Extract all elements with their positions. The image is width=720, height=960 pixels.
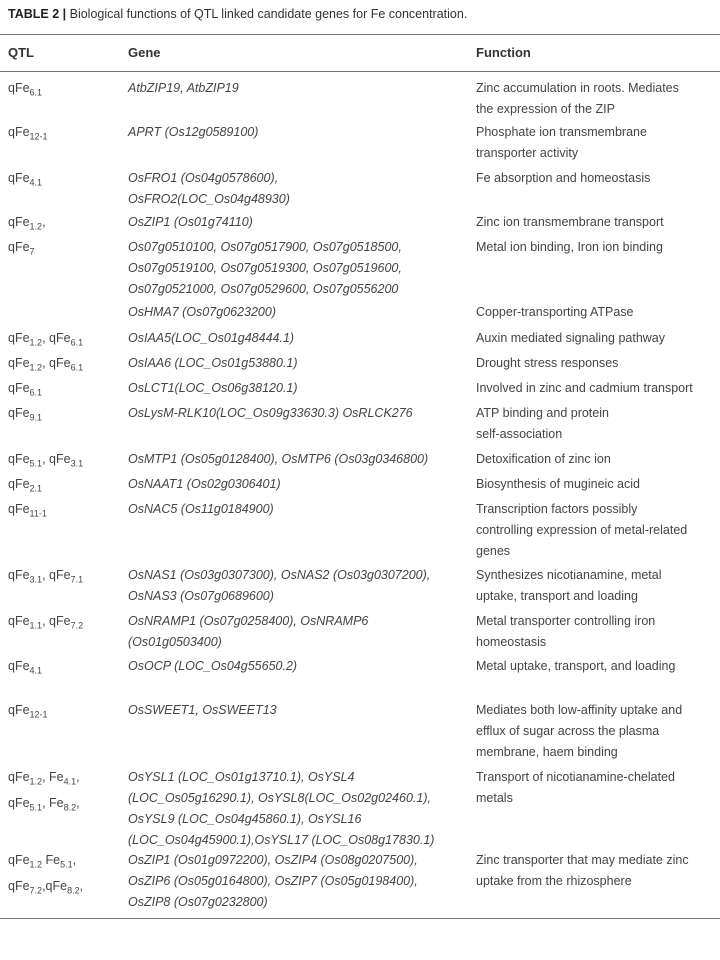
qtl-cell — [8, 168, 120, 194]
gene-cell — [128, 474, 468, 495]
function-cell-line: genes — [476, 544, 511, 558]
function-cell — [476, 611, 712, 653]
qtl-cell-line: qFe$_{5.1}$, $Fe_{8.2}$, — [8, 795, 80, 812]
function-cell-line: Mediates both low-affinity uptake and — [476, 703, 683, 717]
function-cell — [476, 237, 712, 258]
function-cell-line: ATP binding and protein — [476, 406, 609, 420]
gene-cell — [128, 168, 468, 210]
qtl-cell — [8, 565, 120, 591]
function-cell-line: uptake, transport and loading — [476, 589, 638, 603]
gene-cell-line: Os07g0510100, Os07g0517900, Os07g0518500, — [128, 240, 402, 254]
gene-cell-line: OsOCP (LOC_Os04g55650.2) — [128, 659, 298, 673]
qtl-cell-line: qFe$_{4.1}$ — [8, 659, 43, 676]
function-cell-line: Auxin mediated signaling pathway — [476, 331, 666, 345]
function-cell-line: Biosynthesis of mugineic acid — [476, 477, 640, 491]
qtl-cell — [8, 328, 120, 354]
gene-cell — [128, 767, 468, 851]
header-gene: Gene — [128, 45, 161, 60]
table-caption — [8, 7, 467, 21]
qtl-cell-line: qFe$_{1.2}$, $Fe_{4.1}$, — [8, 770, 80, 787]
gene-cell-line: OsFRO1 (Os04g0578600), — [128, 171, 279, 185]
gene-cell-line: OsIAA5(LOC_Os01g48444.1) — [128, 331, 295, 345]
gene-cell — [128, 565, 468, 607]
qtl-cell-line: qFe$_{1.2}$, — [8, 215, 46, 232]
gene-cell — [128, 403, 468, 424]
gene-cell — [128, 78, 468, 99]
table-caption-text: Biological functions of QTL linked candidate genes for Fe concentration. — [66, 7, 468, 21]
function-cell — [476, 565, 712, 607]
function-cell-line: uptake from the rhizosphere — [476, 874, 632, 888]
function-cell-line: transporter activity — [476, 146, 579, 160]
gene-cell-line: APRT (Os12g0589100) — [128, 125, 259, 139]
function-cell-line: Fe absorption and homeostasis — [476, 171, 651, 185]
gene-cell — [128, 449, 468, 470]
qtl-cell-line: qFe$_{9.1}$ — [8, 406, 43, 423]
function-cell-line: Transport of nicotianamine-chelated — [476, 770, 675, 784]
gene-cell-line: OsZIP1 (Os01g74110) — [128, 215, 253, 229]
qtl-cell-line: qFe$_{7.2}$,qFe$_{8.2}$, — [8, 878, 84, 895]
gene-cell-line: AtbZIP19, AtbZIP19 — [128, 81, 239, 95]
qtl-cell — [8, 212, 120, 238]
gene-cell — [128, 212, 468, 233]
qtl-cell-line: qFe$_{4.1}$ — [8, 171, 43, 188]
gene-cell — [128, 499, 468, 520]
function-cell-line: Detoxification of zinc ion — [476, 452, 611, 466]
function-cell — [476, 499, 712, 562]
qtl-cell-line: qFe$_{5.1}$, qFe$_{3.1}$ — [8, 452, 84, 469]
function-cell — [476, 168, 712, 189]
gene-cell-line: OsZIP6 (Os05g0164800), OsZIP7 (Os05g0198400), — [128, 874, 418, 888]
function-cell — [476, 403, 712, 445]
qtl-cell-line: qFe$_{1.2}$, qFe$_{6.1}$ — [8, 356, 84, 373]
function-cell-line: self-association — [476, 427, 563, 441]
function-cell-line: Zinc accumulation in roots. Mediates — [476, 81, 679, 95]
qtl-cell-line: qFe$_{6.1}$ — [8, 81, 43, 98]
header-qtl: QTL — [8, 45, 34, 60]
function-cell-line: membrane, haem binding — [476, 745, 618, 759]
function-cell — [476, 378, 712, 399]
gene-cell-line: OsNAS1 (Os03g0307300), OsNAS2 (Os03g0307200), — [128, 568, 431, 582]
function-cell — [476, 328, 712, 349]
gene-cell-line: OsLCT1(LOC_Os06g38120.1) — [128, 381, 298, 395]
gene-cell-line: OsSWEET1, OsSWEET13 — [128, 703, 277, 717]
qtl-cell — [8, 499, 120, 525]
gene-cell — [128, 328, 468, 349]
function-cell-line: Copper-transporting ATPase — [476, 305, 634, 319]
gene-cell — [128, 850, 468, 913]
qtl-cell-line: qFe$_{6.1}$ — [8, 381, 43, 398]
function-cell-line: controlling expression of metal-related — [476, 523, 688, 537]
qtl-cell — [8, 378, 120, 404]
function-cell-line: Transcription factors possibly — [476, 502, 638, 516]
gene-cell-line: OsNRAMP1 (Os07g0258400), OsNRAMP6 — [128, 614, 369, 628]
function-cell — [476, 449, 712, 470]
header-function: Function — [476, 45, 531, 60]
function-cell-line: efflux of sugar across the plasma — [476, 724, 660, 738]
function-cell-line: Metal transporter controlling iron — [476, 614, 656, 628]
function-cell-line: metals — [476, 791, 513, 805]
function-cell — [476, 474, 712, 495]
bottom-rule — [0, 918, 720, 919]
qtl-cell — [8, 611, 120, 637]
qtl-cell — [8, 78, 120, 104]
function-cell-line: Drought stress responses — [476, 356, 619, 370]
qtl-cell — [8, 656, 120, 682]
header-rule — [0, 71, 720, 72]
gene-cell — [128, 353, 468, 374]
gene-cell-line: Os07g0519100, Os07g0519300, Os07g0519600, — [128, 261, 402, 275]
function-cell — [476, 850, 712, 892]
gene-cell-line: (Os01g0503400) — [128, 635, 222, 649]
top-rule — [0, 34, 720, 35]
gene-cell — [128, 378, 468, 399]
gene-cell-line: OsNAC5 (Os11g0184900) — [128, 502, 274, 516]
qtl-cell — [8, 237, 120, 263]
function-cell-line: Synthesizes nicotianamine, metal — [476, 568, 662, 582]
gene-cell — [128, 122, 468, 143]
qtl-cell — [8, 767, 120, 818]
qtl-cell-line: qFe$_{3.1}$, qFe$_{7.1}$ — [8, 568, 84, 585]
gene-cell-line: OsNAS3 (Os07g0689600) — [128, 589, 274, 603]
function-cell-line: Phosphate ion transmembrane — [476, 125, 647, 139]
function-cell — [476, 212, 712, 233]
gene-cell-line: (LOC_Os05g16290.1), OsYSL8(LOC_Os02g02460.1), — [128, 791, 431, 805]
qtl-cell-line: qFe$_{12-1}$ — [8, 125, 48, 142]
qtl-cell-line: qFe$_{11-1}$ — [8, 502, 47, 519]
qtl-cell-line: qFe$_{1.2}$, qFe$_{6.1}$ — [8, 331, 84, 348]
function-cell-line: Metal uptake, transport, and loading — [476, 659, 676, 673]
qtl-cell — [8, 403, 120, 429]
gene-cell-line: OsZIP8 (Os07g0232800) — [128, 895, 268, 909]
qtl-cell — [8, 850, 120, 901]
gene-cell — [128, 302, 468, 323]
function-cell — [476, 78, 712, 120]
function-cell-line: the expression of the ZIP — [476, 102, 615, 116]
qtl-cell — [8, 700, 120, 726]
function-cell — [476, 122, 712, 164]
function-cell — [476, 767, 712, 809]
gene-cell — [128, 656, 468, 677]
qtl-cell — [8, 474, 120, 500]
table-label: TABLE 2 | — [8, 7, 67, 21]
function-cell-line: Metal ion binding, Iron ion binding — [476, 240, 663, 254]
function-cell — [476, 700, 712, 763]
function-cell-line: Zinc transporter that may mediate zinc — [476, 853, 689, 867]
function-cell — [476, 353, 712, 374]
gene-cell-line: (LOC_Os04g45900.1),OsYSL17 (LOC_Os08g17830.1) — [128, 833, 435, 847]
gene-cell-line: OsNAAT1 (Os02g0306401) — [128, 477, 281, 491]
gene-cell-line: OsZIP1 (Os01g0972200), OsZIP4 (Os08g0207500), — [128, 853, 418, 867]
gene-cell — [128, 237, 468, 300]
qtl-cell-line: qFe$_{12-1}$ — [8, 703, 48, 720]
gene-cell-line: OsHMA7 (Os07g0623200) — [128, 305, 276, 319]
gene-cell-line: OsFRO2(LOC_Os04g48930) — [128, 192, 290, 206]
qtl-cell-line: qFe$_{1.1}$, qFe$_{7.2}$ — [8, 614, 84, 631]
gene-cell-line: OsYSL9 (LOC_Os04g45860.1), OsYSL16 — [128, 812, 362, 826]
qtl-cell — [8, 353, 120, 379]
function-cell-line: Zinc ion transmembrane transport — [476, 215, 664, 229]
gene-cell-line: OsLysM-RLK10(LOC_Os09g33630.3) OsRLCK276 — [128, 406, 413, 420]
gene-cell-line: OsIAA6 (LOC_Os01g53880.1) — [128, 356, 298, 370]
qtl-cell — [8, 449, 120, 475]
gene-cell — [128, 700, 468, 721]
gene-cell — [128, 611, 468, 653]
gene-cell-line: Os07g0521000, Os07g0529600, Os07g0556200 — [128, 282, 399, 296]
function-cell — [476, 302, 712, 323]
qtl-cell-line: qFe$_7$ — [8, 240, 35, 257]
function-cell — [476, 656, 712, 677]
qtl-cell — [8, 122, 120, 148]
gene-cell-line: OsMTP1 (Os05g0128400), OsMTP6 (Os03g0346800) — [128, 452, 429, 466]
function-cell-line: homeostasis — [476, 635, 547, 649]
gene-cell-line: OsYSL1 (LOC_Os01g13710.1), OsYSL4 — [128, 770, 355, 784]
qtl-cell-line: qFe$_{1.2}$ $Fe_{5.1}$, — [8, 853, 77, 870]
function-cell-line: Involved in zinc and cadmium transport — [476, 381, 693, 395]
qtl-cell-line: qFe$_{2.1}$ — [8, 477, 43, 494]
